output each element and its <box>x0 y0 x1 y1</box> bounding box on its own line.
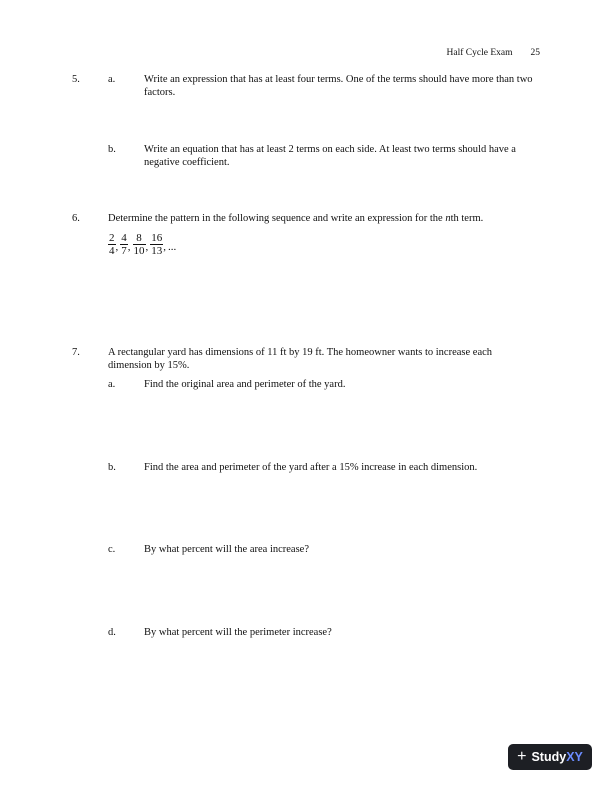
question-7b-text: Find the area and perimeter of the yard after a 15% increase in each dimension. <box>144 462 478 473</box>
question-6-text <box>108 212 548 225</box>
badge-brand-text: Study <box>531 749 567 764</box>
question-7a-text: Find the original area and perimeter of the yard. <box>144 379 346 390</box>
fraction-numerator: 16 <box>151 232 163 244</box>
badge-brand <box>531 751 582 764</box>
question-5a-label: a. <box>108 74 116 85</box>
question-5a-text: Write an expression that has at least four terms. One of the terms should have more than two factors. <box>144 74 533 98</box>
fraction-term <box>150 232 163 257</box>
question-7d-label: d. <box>108 627 116 638</box>
fraction-denominator: 4 <box>109 245 115 257</box>
fraction-term <box>133 232 146 257</box>
question-6-text-italic: n <box>445 213 451 224</box>
fraction-denominator: 13 <box>151 245 163 257</box>
page-header <box>447 47 540 60</box>
fraction-numerator: 4 <box>121 232 127 244</box>
question-7b-label: b. <box>108 462 116 473</box>
studyxy-badge[interactable] <box>508 744 592 770</box>
badge-brand-accent: XY <box>566 749 583 764</box>
fraction-numerator: 2 <box>109 232 115 244</box>
header-title: Half Cycle Exam <box>446 48 513 58</box>
question-6-number: 6. <box>72 213 80 224</box>
fraction-denominator: 10 <box>133 245 145 257</box>
question-7-number: 7. <box>72 347 80 358</box>
fraction-sequence: $\frac{2}{4}$ , $\frac{4}{7}$ , $\frac{8}{10}$ , $\frac{16}{13}$ , ... <box>109 232 177 257</box>
question-5-number: 5. <box>72 74 80 85</box>
question-6-text-after: th term. <box>450 213 484 224</box>
sequence-ellipsis: ... <box>168 241 177 253</box>
plus-icon: + <box>517 748 527 765</box>
question-6-text-before: Determine the pattern in the following sequence and write an expression for the <box>108 213 446 224</box>
fraction-term <box>120 232 128 257</box>
page-number: 25 <box>530 48 540 58</box>
fraction-denominator: 7 <box>121 245 127 257</box>
question-7c-label: c. <box>108 544 116 555</box>
question-5b-label: b. <box>108 144 116 155</box>
question-7-text: A rectangular yard has dimensions of 11 ft by 19 ft. The homeowner wants to increase each dimension by 15%. <box>108 347 493 371</box>
fraction-term <box>108 232 116 257</box>
question-7c-text: By what percent will the area increase? <box>144 544 310 555</box>
question-5b-text: Write an equation that has at least 2 terms on each side. At least two terms should have a negative coefficient. <box>144 144 516 168</box>
question-7a-label: a. <box>108 379 116 390</box>
question-7d-text: By what percent will the perimeter increase? <box>144 627 332 638</box>
fraction-numerator: 8 <box>136 232 142 244</box>
